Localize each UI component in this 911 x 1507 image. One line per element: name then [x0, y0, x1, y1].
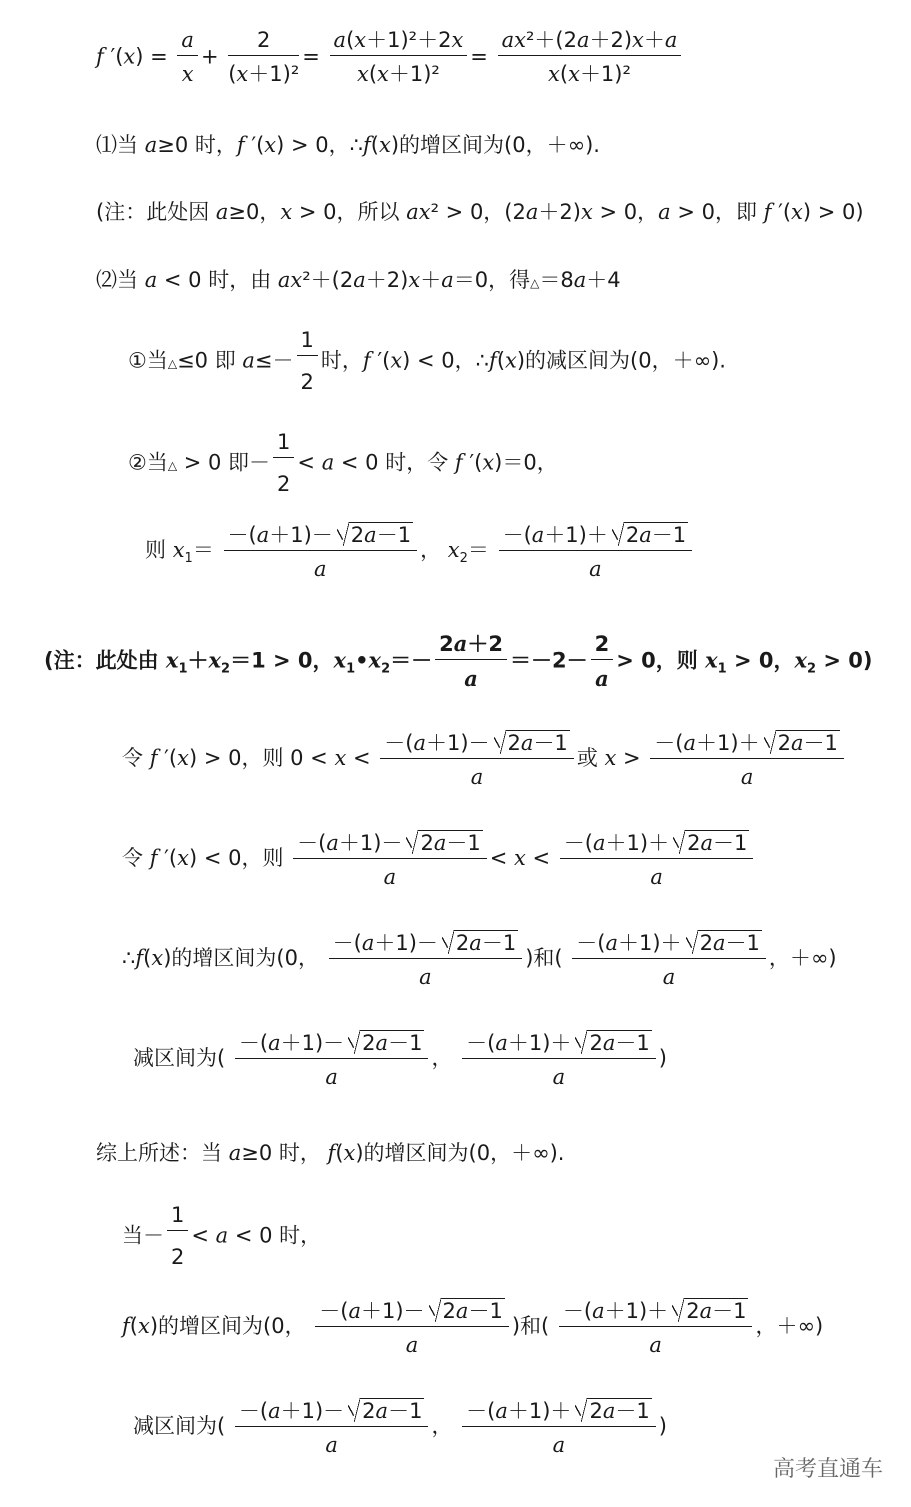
- subcase-1: ①当△≤0 即 a≤－ $\frac{1}{2}$ 时，f ′(x) < 0，∴f(x)的减区间为(0，＋∞).: [128, 328, 726, 394]
- note-2: (注：此处由 $x_1+x_2=1 > 0$，$x_1•x_2=-$ $\frac{2a+2}{a}$ ＝－2－ $\frac{2}{a}$ > 0，则 $x_1 > 0$，$x_2 > 0$): [44, 631, 873, 691]
- decreasing-condition: 令 f ′(x) < 0，则 $\frac{-(a+1)- 2a-1}{a}$ < x < $\frac{-(a+1)+ 2a-1}{a}$: [122, 830, 756, 888]
- summary-case-2: 当－ $\frac{1}{2}$ < a < 0 时，: [122, 1203, 322, 1269]
- roots: 则 $x_1=$ $\frac{-(a+1)- 2a-1}{a}$ ， $x_2=$ $\frac{-(a+1)+ 2a-1}{a}$: [145, 522, 695, 580]
- subcase-2: ②当△ > 0 即－ $\frac{1}{2}$ < a < 0 时，令 f ′(x)＝0，: [128, 430, 558, 496]
- increasing-interval: ∴f(x)的增区间为(0， $\frac{-(a+1)- 2a-1}{a}$ )和( $\frac{-(a+1)+ 2a-1}{a}$ ，＋∞): [122, 931, 837, 989]
- case-1: ⑴当 a≥0 时，f ′(x) > 0，∴f(x)的增区间为(0，＋∞).: [96, 133, 600, 157]
- summary-increasing: f(x)的增区间为(0， $\frac{-(a+1)- 2a-1}{a}$ )和( $\frac{-(a+1)+ 2a-1}{a}$ ，＋∞): [122, 1299, 824, 1357]
- watermark: 高考直通车: [772, 1457, 883, 1482]
- note-1: (注：此处因 a≥0，x > 0，所以 ax² > 0，(2a＋2)x > 0，a > 0，即 f ′(x) > 0): [96, 200, 864, 224]
- derivative-line: f ′(x) = $\frac{a}{x}$ + $\frac{2}{\text{(x＋1)²}}$ = $\frac{\text{a(x＋1)²＋2x}}{\text{x(x＋1)²}}$ = $\frac{\text{ax²＋(2a＋2)x＋a}}{\text{x(x＋1)²}}$: [96, 30, 684, 85]
- decreasing-interval: 减区间为( $\frac{-(a+1)- 2a-1}{a}$ ， $\frac{-(a+1)+ 2a-1}{a}$ ): [133, 1031, 667, 1089]
- increasing-condition: 令 f ′(x) > 0，则 0 < x < $\frac{-(a+1)- 2a-1}{a}$ 或 x > $\frac{-(a+1)+ 2a-1}{a}$: [122, 730, 847, 788]
- summary: 综上所述：当 a≥0 时， f(x)的增区间为(0，＋∞).: [96, 1141, 565, 1165]
- case-2: ⑵当 a < 0 时，由 ax²＋(2a＋2)x＋a＝0，得△＝8a＋4: [96, 268, 621, 292]
- summary-decreasing: 减区间为( $\frac{-(a+1)- 2a-1}{a}$ ， $\frac{-(a+1)+ 2a-1}{a}$ ): [133, 1399, 667, 1457]
